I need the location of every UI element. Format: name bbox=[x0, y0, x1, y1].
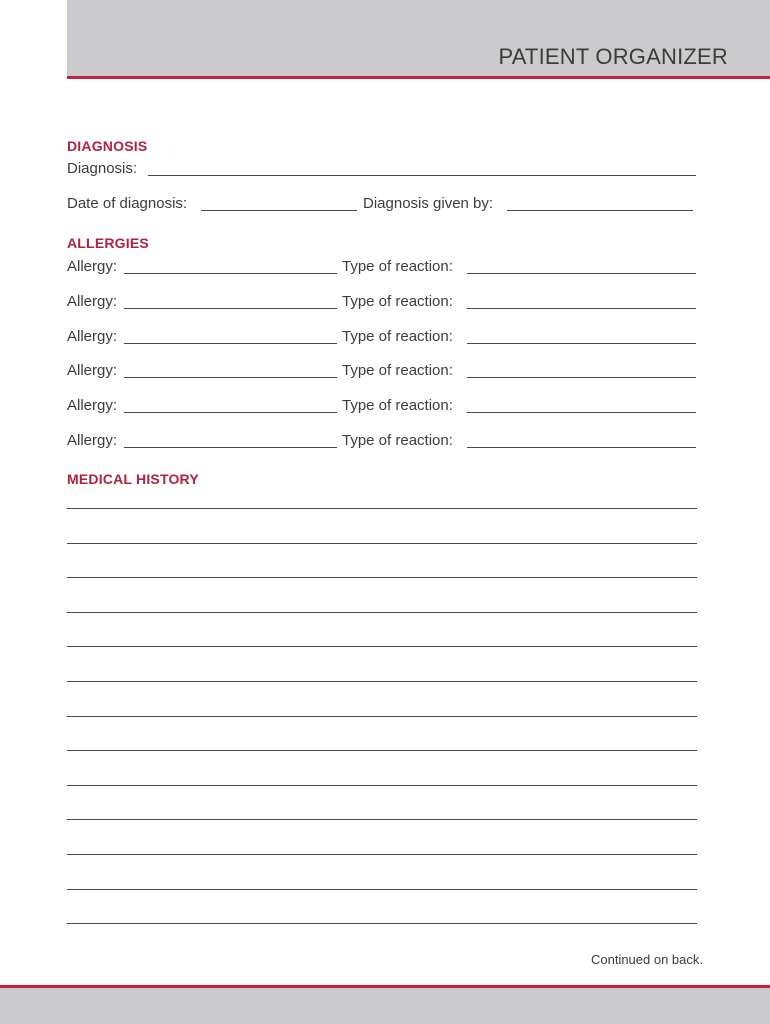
allergy-label: Allergy: bbox=[67, 397, 118, 414]
type-of-reaction-field[interactable] bbox=[467, 343, 696, 344]
medical-history-line[interactable] bbox=[67, 854, 697, 855]
type-of-reaction-label: Type of reaction: bbox=[342, 258, 453, 275]
allergy-row bbox=[67, 293, 697, 313]
type-of-reaction-label: Type of reaction: bbox=[342, 362, 453, 379]
allergy-row bbox=[67, 397, 697, 417]
continued-note: Continued on back. bbox=[590, 952, 703, 967]
medical-history-line[interactable] bbox=[67, 646, 697, 647]
medical-history-line[interactable] bbox=[67, 923, 697, 924]
allergy-field[interactable] bbox=[124, 377, 337, 378]
allergy-label: Allergy: bbox=[67, 432, 118, 449]
medical-history-heading: MEDICAL HISTORY bbox=[67, 471, 199, 487]
diagnosis-row bbox=[67, 160, 697, 180]
allergy-row bbox=[67, 328, 697, 348]
allergy-row bbox=[67, 362, 697, 382]
allergy-row bbox=[67, 432, 697, 452]
type-of-reaction-label: Type of reaction: bbox=[342, 397, 453, 414]
allergy-label: Allergy: bbox=[67, 328, 118, 345]
medical-history-line[interactable] bbox=[67, 750, 697, 751]
medical-history-line[interactable] bbox=[67, 716, 697, 717]
header-divider bbox=[67, 76, 770, 79]
type-of-reaction-field[interactable] bbox=[467, 308, 696, 309]
type-of-reaction-label: Type of reaction: bbox=[342, 328, 453, 345]
medical-history-line[interactable] bbox=[67, 681, 697, 682]
date-of-diagnosis-field[interactable] bbox=[201, 210, 357, 211]
allergy-label: Allergy: bbox=[67, 362, 118, 379]
allergy-row bbox=[67, 258, 697, 278]
allergy-field[interactable] bbox=[124, 308, 337, 309]
type-of-reaction-label: Type of reaction: bbox=[342, 293, 453, 310]
medical-history-line[interactable] bbox=[67, 543, 697, 544]
page-title: PATIENT ORGANIZER bbox=[498, 44, 728, 69]
medical-history-line[interactable] bbox=[67, 577, 697, 578]
diagnosis-heading: DIAGNOSIS bbox=[67, 138, 148, 154]
allergy-label: Allergy: bbox=[67, 293, 118, 310]
medical-history-line[interactable] bbox=[67, 612, 697, 613]
date-of-diagnosis-label: Date of diagnosis: bbox=[67, 195, 188, 212]
allergy-field[interactable] bbox=[124, 447, 337, 448]
medical-history-line[interactable] bbox=[67, 508, 697, 509]
diagnosis-given-by-field[interactable] bbox=[507, 210, 693, 211]
diagnosis-date-row bbox=[67, 195, 697, 215]
allergy-label: Allergy: bbox=[67, 258, 118, 275]
medical-history-line[interactable] bbox=[67, 889, 697, 890]
type-of-reaction-field[interactable] bbox=[467, 412, 696, 413]
diagnosis-field[interactable] bbox=[148, 175, 696, 176]
diagnosis-label: Diagnosis: bbox=[67, 160, 138, 177]
allergy-field[interactable] bbox=[124, 273, 337, 274]
allergy-field[interactable] bbox=[124, 343, 337, 344]
medical-history-line[interactable] bbox=[67, 785, 697, 786]
diagnosis-given-by-label: Diagnosis given by: bbox=[363, 195, 494, 212]
footer-band bbox=[0, 988, 770, 1024]
type-of-reaction-field[interactable] bbox=[467, 377, 696, 378]
allergy-field[interactable] bbox=[124, 412, 337, 413]
medical-history-line[interactable] bbox=[67, 819, 697, 820]
type-of-reaction-field[interactable] bbox=[467, 447, 696, 448]
type-of-reaction-field[interactable] bbox=[467, 273, 696, 274]
type-of-reaction-label: Type of reaction: bbox=[342, 432, 453, 449]
allergies-heading: ALLERGIES bbox=[67, 235, 149, 251]
